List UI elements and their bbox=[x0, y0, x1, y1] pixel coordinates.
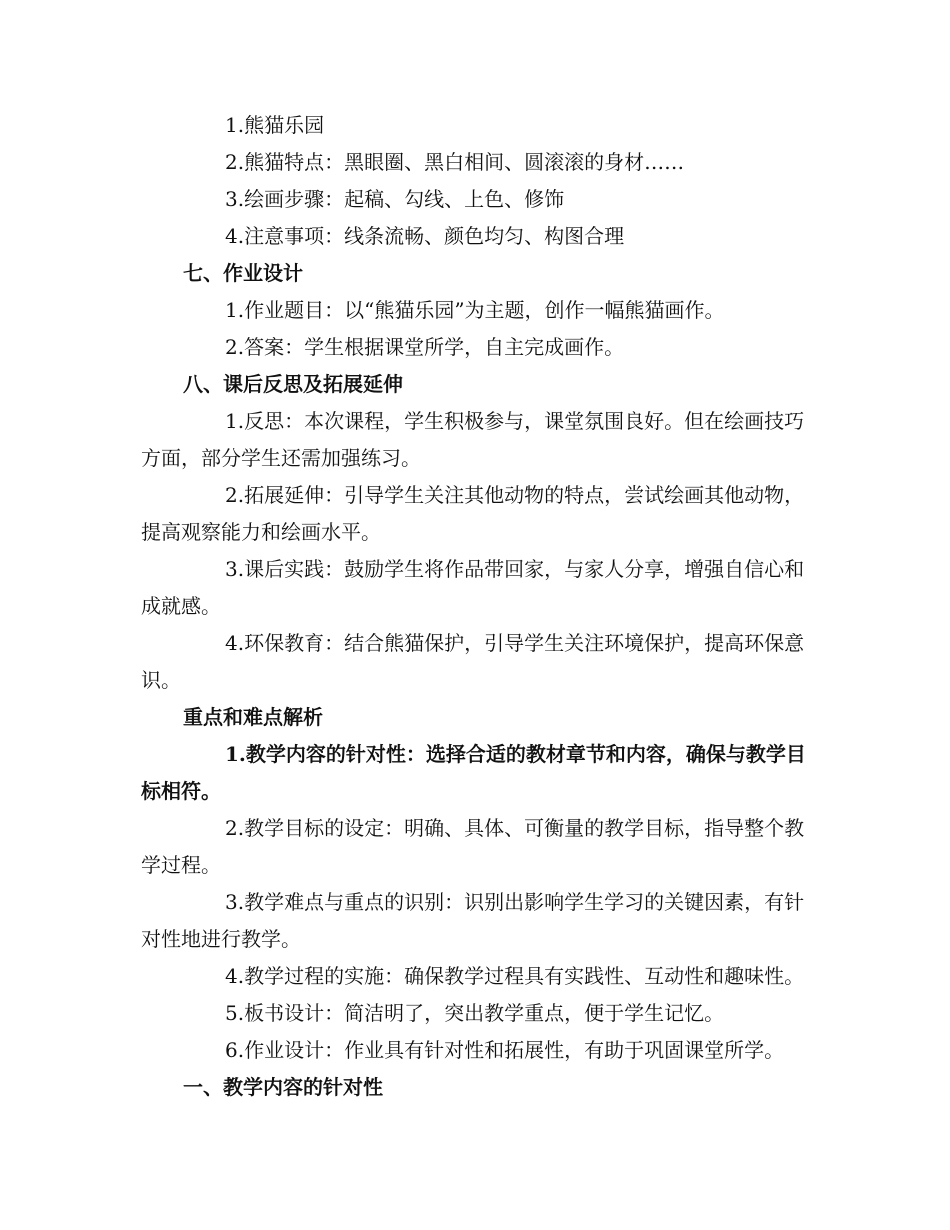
list-item bbox=[141, 144, 813, 181]
item-number: 1. bbox=[225, 113, 245, 137]
list-item bbox=[141, 329, 813, 366]
list-item bbox=[141, 884, 813, 958]
item-text: 教学内容的针对性：选择合适的教材章节和内容，确保与教学目标相符。 bbox=[141, 742, 806, 803]
list-item bbox=[141, 736, 813, 810]
item-text: 板书设计：简洁明了，突出教学重点，便于学生记忆。 bbox=[244, 1001, 725, 1025]
list-item bbox=[141, 1032, 813, 1069]
list-item bbox=[141, 107, 813, 144]
heading-text: 一、教学内容的针对性 bbox=[183, 1075, 383, 1099]
item-number: 4. bbox=[225, 224, 245, 248]
item-number: 1. bbox=[225, 409, 245, 433]
item-text: 拓展延伸：引导学生关注其他动物的特点，尝试绘画其他动物，提高观察能力和绘画水平。 bbox=[141, 483, 805, 544]
item-number: 2. bbox=[225, 816, 245, 840]
item-number: 3. bbox=[225, 557, 245, 581]
item-number: 4. bbox=[225, 964, 245, 988]
list-item bbox=[141, 292, 813, 329]
item-number: 5. bbox=[225, 1001, 245, 1025]
list-item bbox=[141, 181, 813, 218]
item-text: 作业题目：以“熊猫乐园”为主题，创作一幅熊猫画作。 bbox=[244, 298, 725, 322]
heading-text: 八、课后反思及拓展延伸 bbox=[183, 372, 403, 396]
item-number: 3. bbox=[225, 890, 245, 914]
item-text: 教学目标的设定：明确、具体、可衡量的教学目标，指导整个教学过程。 bbox=[141, 816, 805, 877]
list-item bbox=[141, 218, 813, 255]
item-number: 6. bbox=[225, 1038, 245, 1062]
list-item bbox=[141, 551, 813, 625]
item-text: 教学过程的实施：确保教学过程具有实践性、互动性和趣味性。 bbox=[244, 964, 805, 988]
item-text: 熊猫乐园 bbox=[244, 113, 325, 137]
item-text: 反思：本次课程，学生积极参与，课堂氛围良好。但在绘画技巧方面，部分学生还需加强练习。 bbox=[141, 409, 805, 470]
list-item bbox=[141, 958, 813, 995]
item-number: 2. bbox=[225, 150, 245, 174]
section-heading bbox=[141, 1069, 813, 1106]
heading-text: 七、作业设计 bbox=[183, 261, 303, 285]
item-number: 2. bbox=[225, 483, 245, 507]
list-item bbox=[141, 403, 813, 477]
item-text: 熊猫特点：黑眼圈、黑白相间、圆滚滚的身材…… bbox=[244, 150, 685, 174]
item-text: 注意事项：线条流畅、颜色均匀、构图合理 bbox=[244, 224, 625, 248]
list-item bbox=[141, 625, 813, 699]
heading-text: 重点和难点解析 bbox=[183, 705, 323, 729]
item-text: 教学难点与重点的识别：识别出影响学生学习的关键因素，有针对性地进行教学。 bbox=[141, 890, 805, 951]
document-body bbox=[141, 107, 813, 1106]
item-number: 4. bbox=[225, 631, 245, 655]
item-number: 3. bbox=[225, 187, 245, 211]
item-number: 1. bbox=[225, 298, 245, 322]
section-heading bbox=[141, 255, 813, 292]
item-text: 答案：学生根据课堂所学，自主完成画作。 bbox=[244, 335, 625, 359]
list-item bbox=[141, 810, 813, 884]
item-text: 环保教育：结合熊猫保护，引导学生关注环境保护，提高环保意识。 bbox=[141, 631, 805, 692]
section-heading bbox=[141, 699, 813, 736]
item-number: 2. bbox=[225, 335, 245, 359]
item-text: 绘画步骤：起稿、勾线、上色、修饰 bbox=[244, 187, 565, 211]
list-item bbox=[141, 995, 813, 1032]
list-item bbox=[141, 477, 813, 551]
item-number: 1. bbox=[225, 742, 246, 766]
item-text: 作业设计：作业具有针对性和拓展性，有助于巩固课堂所学。 bbox=[244, 1038, 785, 1062]
item-text: 课后实践：鼓励学生将作品带回家，与家人分享，增强自信心和成就感。 bbox=[141, 557, 805, 618]
section-heading bbox=[141, 366, 813, 403]
